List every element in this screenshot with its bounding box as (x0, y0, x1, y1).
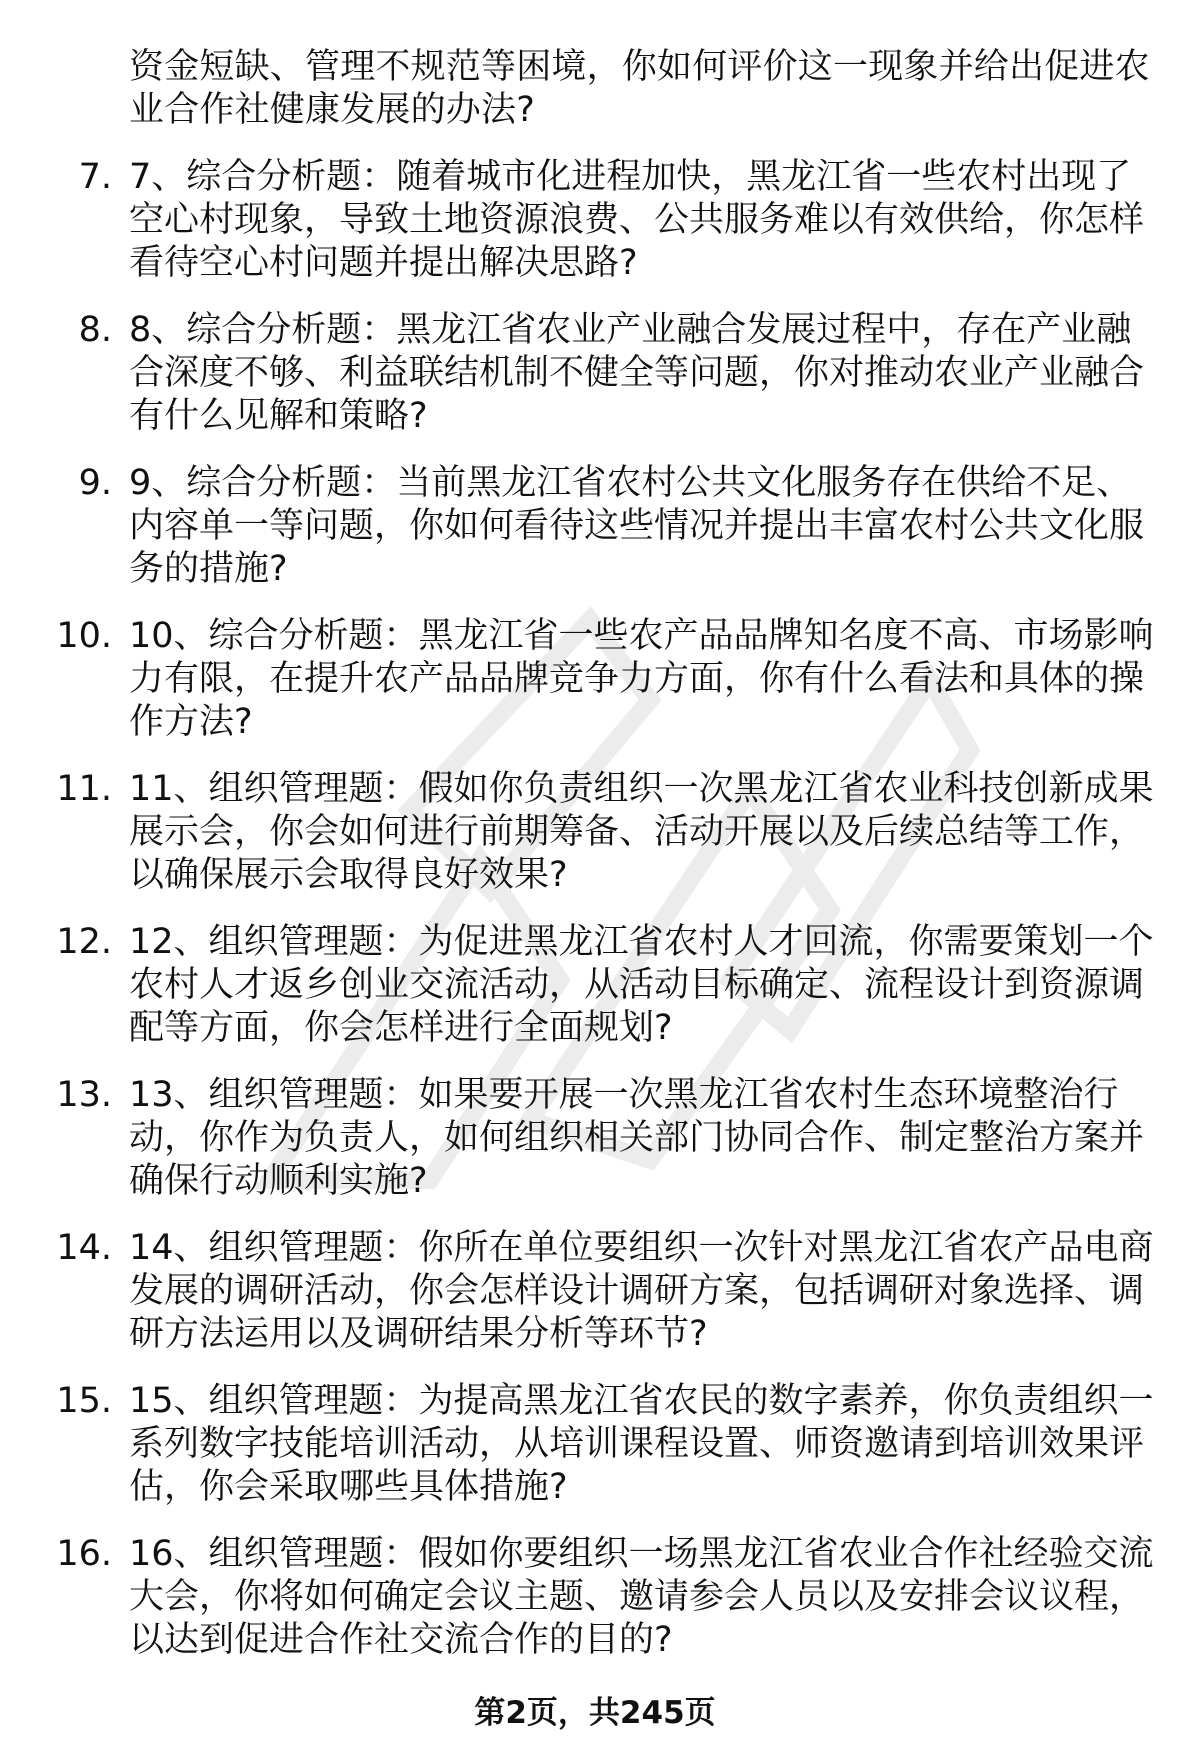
question-list (0, 156, 1190, 1662)
question-text: 7、综合分析题：随着城市化进程加快，黑龙江省一些农村出现了空心村现象，导致土地资源浪费、公共服务难以有效供给，你怎样看待空心村问题并提出解决思路? (129, 157, 1145, 283)
question-number: 9. (78, 463, 112, 503)
question-item (0, 1227, 1190, 1356)
question-text: 15、组织管理题：为提高黑龙江省农民的数字素养，你负责组织一系列数字技能培训活动，从培训课程设置、师资邀请到培训效果评估，你会采取哪些具体措施? (129, 1381, 1154, 1507)
question-item (0, 462, 1190, 591)
question-item (0, 1380, 1190, 1509)
question-item (0, 1533, 1190, 1662)
question-number: 15. (56, 1381, 112, 1421)
question-item (0, 156, 1190, 285)
continued-question-text: 资金短缺、管理不规范等困境，你如何评价这一现象并给出促进农业合作社健康发展的办法? (129, 47, 1150, 130)
question-text: 11、组织管理题：假如你负责组织一次黑龙江省农业科技创新成果展示会，你会如何进行前期筹备、活动开展以及后续总结等工作，以确保展示会取得良好效果? (129, 769, 1154, 895)
question-item (0, 921, 1190, 1050)
page-footer: 第2页，共245页 (474, 1695, 716, 1731)
question-item (0, 1074, 1190, 1203)
question-text: 8、综合分析题：黑龙江省农业产业融合发展过程中，存在产业融合深度不够、利益联结机制不健全等问题，你对推动农业产业融合有什么见解和策略? (129, 310, 1145, 436)
question-number: 13. (56, 1075, 112, 1115)
question-text: 16、组织管理题：假如你要组织一场黑龙江省农业合作社经验交流大会，你将如何确定会议主题、邀请参会人员以及安排会议议程，以达到促进合作社交流合作的目的? (129, 1534, 1154, 1660)
question-item (0, 615, 1190, 744)
question-item (0, 309, 1190, 438)
question-text: 13、组织管理题：如果要开展一次黑龙江省农村生态环境整治行动，你作为负责人，如何组织相关部门协同合作、制定整治方案并确保行动顺利实施? (129, 1075, 1145, 1201)
question-number: 7. (78, 157, 112, 197)
question-number: 12. (56, 922, 112, 962)
question-item (0, 768, 1190, 897)
question-number: 16. (56, 1534, 112, 1574)
question-number: 14. (56, 1228, 112, 1268)
question-number: 8. (78, 310, 112, 350)
question-text: 12、组织管理题：为促进黑龙江省农村人才回流，你需要策划一个农村人才返乡创业交流活动，从活动目标确定、流程设计到资源调配等方面，你会怎样进行全面规划? (129, 922, 1154, 1048)
question-number: 11. (56, 769, 112, 809)
question-number: 10. (56, 616, 112, 656)
question-content (0, 46, 1190, 1662)
question-text: 10、综合分析题：黑龙江省一些农产品品牌知名度不高、市场影响力有限，在提升农产品品牌竞争力方面，你有什么看法和具体的操作方法? (129, 616, 1154, 742)
question-text: 9、综合分析题：当前黑龙江省农村公共文化服务存在供给不足、内容单一等问题，你如何看待这些情况并提出丰富农村公共文化服务的措施? (129, 463, 1145, 589)
question-text: 14、组织管理题：你所在单位要组织一次针对黑龙江省农产品电商发展的调研活动，你会怎样设计调研方案，包括调研对象选择、调研方法运用以及调研结果分析等环节? (129, 1228, 1154, 1354)
